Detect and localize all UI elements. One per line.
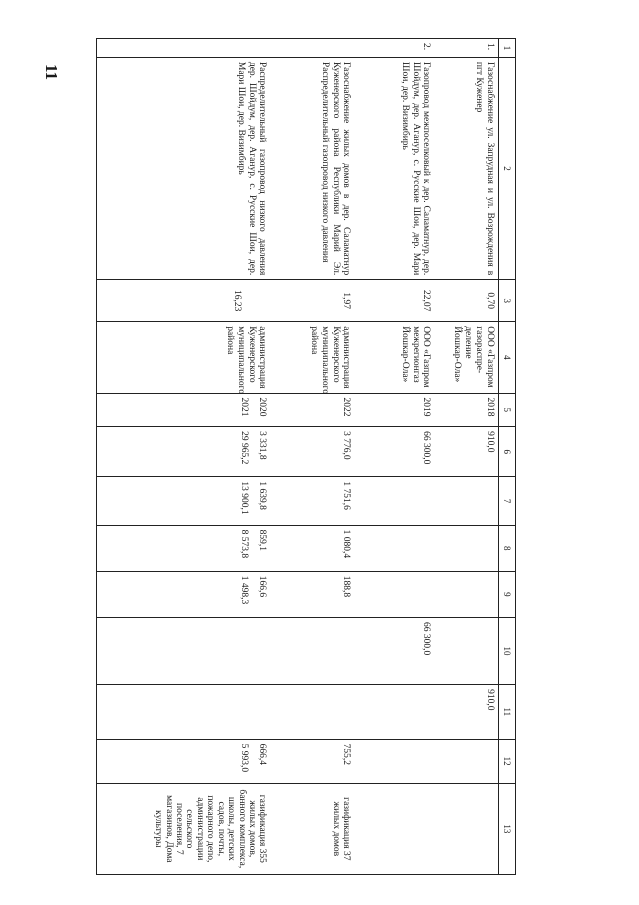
header-col-2: 2 — [499, 57, 516, 279]
value-col-11 — [271, 685, 355, 740]
rotated-table-container — [96, 38, 516, 875]
value-col-10 — [271, 617, 355, 684]
row-number — [271, 39, 355, 58]
header-col-11: 11 — [499, 685, 516, 740]
value-col-11 — [97, 685, 271, 740]
value-col-8 — [355, 525, 435, 571]
header-col-9: 9 — [499, 571, 516, 617]
gasification-table — [96, 38, 516, 875]
value-col-10: 66 300,0 — [355, 617, 435, 684]
value-col-12 — [355, 739, 435, 783]
value-col-9: 166,6 1 498,3 — [97, 571, 271, 617]
value-col-9 — [435, 571, 499, 617]
organization: ООО «Газпром газораспре-деление Йошкар-Ола» — [435, 322, 499, 393]
value-col-11 — [355, 685, 435, 740]
result-text — [355, 783, 435, 874]
organization: ООО «Газпром межрегионгаз Йошкар-Ола» — [355, 322, 435, 393]
header-col-8: 8 — [499, 525, 516, 571]
header-col-4: 4 — [499, 322, 516, 393]
header-col-6: 6 — [499, 427, 516, 477]
object-name: Газопровод межпоселковый к дер. Саламатнур, дер. Шойдум, дер. Аганур, с. Русские Шои, дер. Мари Шои, дер. Визимбирь — [355, 57, 435, 279]
value-col-12 — [435, 739, 499, 783]
table-row — [355, 39, 435, 875]
years: 2020 2021 — [97, 393, 271, 427]
object-name: Газоснабжение жилых домов в дер. Саламатнур Куженерского района Республики Марий Эл. Распределительный газопровод низкого давления — [271, 57, 355, 279]
header-col-1: 1 — [499, 39, 516, 58]
row-number — [97, 39, 271, 58]
object-name: Распределительный газопровод низкого давления дер. Шойдум, дер. Аганур, с. Русские Шои, дер. Мари Шои, дер. Визимбирь — [97, 57, 271, 279]
result-text: газификация 355 жилых домов, банного комплекса, школы, детских садов, почты, пожарного депо, администрации сельского поселения, 7 магазинов, Дома культуры — [97, 783, 271, 874]
value-col-7: 1 639,8 13 900,1 — [97, 477, 271, 525]
value-col-6: 66 300,0 — [355, 427, 435, 477]
value-col-12: 666,4 5 993,0 — [97, 739, 271, 783]
length-km: 0,70 — [435, 280, 499, 322]
value-col-10 — [97, 617, 271, 684]
object-name: Газоснабжение ул. Запрудная и ул. Возрождения в пгт Куженер — [435, 57, 499, 279]
row-number: 1. — [435, 39, 499, 58]
value-col-7 — [355, 477, 435, 525]
value-col-6: 3 776,0 — [271, 427, 355, 477]
page-number: 11 — [42, 64, 61, 81]
value-col-8: 1 080,4 — [271, 525, 355, 571]
table-row — [435, 39, 499, 875]
years: 2018 — [435, 393, 499, 427]
length-km: 22,07 — [355, 280, 435, 322]
organization: администрация Куженерского муниципального района — [271, 322, 355, 393]
years: 2019 — [355, 393, 435, 427]
value-col-12: 755,2 — [271, 739, 355, 783]
value-col-9: 188,8 — [271, 571, 355, 617]
value-col-8 — [435, 525, 499, 571]
result-text — [435, 783, 499, 874]
header-col-12: 12 — [499, 739, 516, 783]
value-col-6: 3 331,8 29 965,2 — [97, 427, 271, 477]
value-col-9 — [355, 571, 435, 617]
result-text: газификация 37 жилых домов — [271, 783, 355, 874]
header-col-10: 10 — [499, 617, 516, 684]
header-col-7: 7 — [499, 477, 516, 525]
length-km: 16,23 — [97, 280, 271, 322]
header-col-5: 5 — [499, 393, 516, 427]
table-row — [271, 39, 355, 875]
value-col-7: 1 751,6 — [271, 477, 355, 525]
table-row — [97, 39, 271, 875]
years: 2022 — [271, 393, 355, 427]
value-col-6: 910,0 — [435, 427, 499, 477]
organization: администрация Куженерского муниципального района — [97, 322, 271, 393]
header-col-13: 13 — [499, 783, 516, 874]
value-col-11: 910,0 — [435, 685, 499, 740]
value-col-10 — [435, 617, 499, 684]
header-col-3: 3 — [499, 280, 516, 322]
length-km: 1,97 — [271, 280, 355, 322]
row-number: 2. — [355, 39, 435, 58]
value-col-7 — [435, 477, 499, 525]
value-col-8: 859,1 8 573,8 — [97, 525, 271, 571]
header-row — [499, 39, 516, 875]
